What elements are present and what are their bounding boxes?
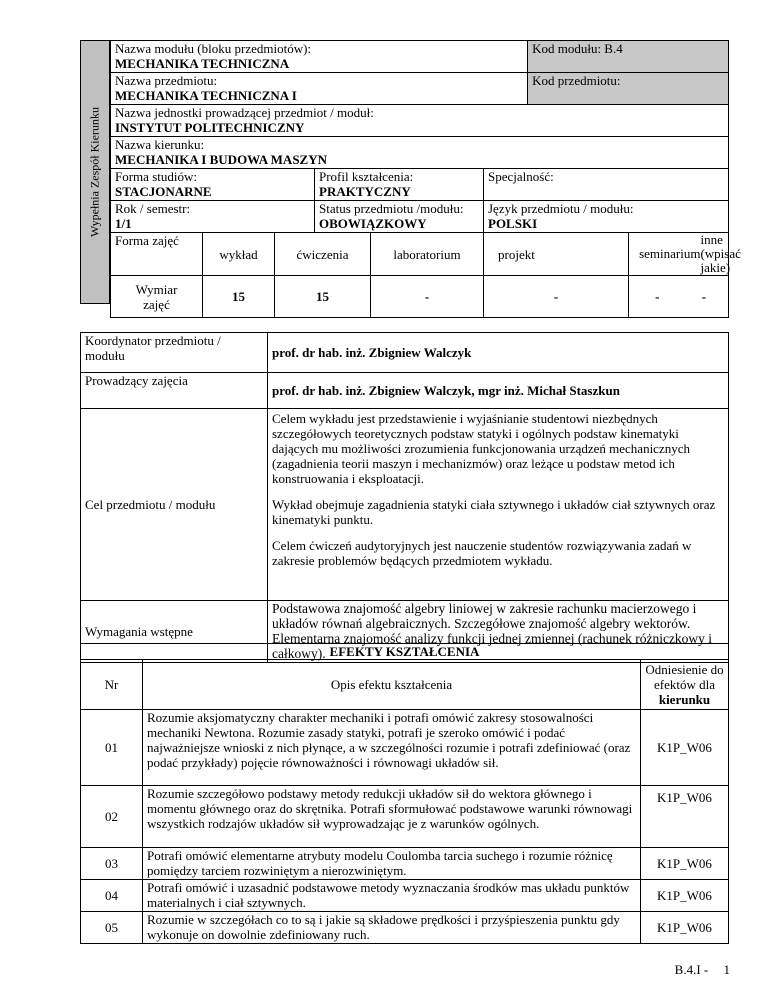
subject-code-cell: [528, 73, 729, 105]
effects-col-ref-text: Odniesienie do efektów dla: [645, 662, 724, 692]
effect-ref: K1P_W06: [641, 880, 729, 912]
effect-desc: Rozumie szczegółowo podstawy metody redukcji układów sił do wektora głównego i momentu głównego oraz do skrętnika. Potrafi sformułować podstawowe warunki równowagi wszystkich rodzajów układów sił wyprowadzając je z warunków ogólnych.: [143, 786, 641, 848]
module-name-label: Nazwa modułu (bloku przedmiotów):: [115, 41, 312, 56]
module-name-cell: [111, 41, 528, 73]
effects-row: [81, 786, 729, 848]
effect-nr: 05: [81, 912, 143, 944]
profile: PRAKTYCZNY: [319, 184, 411, 199]
study-form-label: Forma studiów:: [115, 169, 197, 184]
profile-label: Profil kształcenia:: [319, 169, 414, 184]
profile-cell: [315, 169, 484, 201]
sidebar-label-box: [80, 40, 110, 304]
info-table: [80, 332, 729, 663]
effect-ref: K1P_W06: [641, 912, 729, 944]
module-code-cell: [528, 41, 729, 73]
language-cell: [484, 201, 729, 233]
effect-desc: Potrafi omówić elementarne atrybuty modelu Coulomba tarcia suchego i rozumie różnicę pomiędzy tarciem rozwiniętym a nierozwiniętym.: [143, 848, 641, 880]
effects-row: [81, 912, 729, 944]
year: 1/1: [115, 216, 132, 231]
subject-name: MECHANIKA TECHNICZNA I: [115, 88, 297, 103]
coordinator-label: Koordynator przedmiotu / modułu: [81, 333, 268, 373]
effect-nr: 03: [81, 848, 143, 880]
page-footer: [675, 962, 730, 978]
hours-label: Wymiar zajęć: [111, 276, 203, 318]
effects-row: [81, 710, 729, 786]
subject-code-label: Kod przedmiotu:: [532, 73, 621, 88]
status-label: Status przedmiotu /modułu:: [319, 201, 464, 216]
class-type-laboratory: laboratorium: [371, 233, 484, 276]
hours-cluster: [629, 276, 729, 318]
year-label: Rok / semestr:: [115, 201, 191, 216]
hours-laboratory: -: [371, 276, 484, 318]
effects-title: EFEKTY KSZTAŁCENIA: [81, 644, 729, 660]
status-cell: [315, 201, 484, 233]
language-label: Język przedmiotu / modułu:: [488, 201, 634, 216]
effects-col-nr: Nr: [81, 660, 143, 710]
module-name: MECHANIKA TECHNICZNA: [115, 56, 290, 71]
hours-seminar: -: [655, 289, 660, 304]
class-type-seminar: seminarium: [639, 246, 701, 261]
effect-ref: K1P_W06: [641, 786, 729, 848]
effect-ref: K1P_W06: [641, 710, 729, 786]
coordinator: prof. dr hab. inż. Zbigniew Walczyk: [268, 333, 729, 373]
study-form-cell: [111, 169, 315, 201]
class-type-exercises: ćwiczenia: [275, 233, 371, 276]
module-code-label: Kod modułu: B.4: [532, 41, 623, 56]
effects-col-desc: Opis efektu kształcenia: [143, 660, 641, 710]
effects-row: [81, 880, 729, 912]
effects-col-ref: [641, 660, 729, 710]
hours-exercises: 15: [275, 276, 371, 318]
goal-label: Cel przedmiotu / modułu: [81, 409, 268, 601]
sidebar-label: Wypełnia Zespół Kierunku: [87, 107, 102, 237]
specialty-label: Specjalność:: [488, 169, 554, 184]
goal-cell: [268, 409, 729, 601]
footer-code: B.4.I -: [674, 962, 709, 977]
unit-cell: [111, 105, 729, 137]
status: OBOWIĄZKOWY: [319, 216, 427, 231]
page-number: 1: [723, 962, 730, 977]
language: POLSKI: [488, 216, 538, 231]
prereq-label: Wymagania wstępne: [81, 601, 268, 663]
subject-name-label: Nazwa przedmiotu:: [115, 73, 218, 88]
instructors-label: Prowadzący zajęcia: [81, 373, 268, 409]
specialty-cell: [484, 169, 729, 201]
study-form: STACJONARNE: [115, 184, 212, 199]
unit-label: Nazwa jednostki prowadzącej przedmiot / moduł:: [115, 105, 374, 120]
goal-paragraph-3: Celem ćwiczeń audytoryjnych jest nauczenie studentów rozwiązywania zadań w zakresie problemów będących przedmiotem wykładu.: [272, 538, 692, 568]
effect-nr: 01: [81, 710, 143, 786]
year-cell: [111, 201, 315, 233]
effect-desc: Potrafi omówić i uzasadnić podstawowe metody wyznaczania środków mas układu punktów materialnych i ciał sztywnych.: [143, 880, 641, 912]
class-type-cluster: [629, 232, 741, 276]
effects-col-ref-bold: kierunku: [658, 692, 711, 707]
field-cell: [111, 137, 729, 169]
field-label: Nazwa kierunku:: [115, 137, 205, 152]
effects-row: [81, 848, 729, 880]
hours-other: -: [701, 289, 707, 304]
hours-lecture: 15: [203, 276, 275, 318]
instructors: prof. dr hab. inż. Zbigniew Walczyk, mgr inż. Michał Staszkun: [268, 373, 729, 409]
effect-desc: Rozumie aksjomatyczny charakter mechaniki i potrafi omówić zakresy stosowalności mechaniki Newtona. Rozumie zasady statyki, potrafi je szeroko omówić i podać najważniejsze wnioski z nich płynące, a w szczególności rozumie i potrafi zdefiniować (oraz podać przykłady) pojęcie równoważności i równowagi układów sił.: [143, 710, 641, 786]
class-form-label: Forma zajęć: [111, 233, 203, 276]
unit-name: INSTYTUT POLITECHNICZNY: [115, 120, 305, 135]
header-table: [110, 40, 741, 318]
effect-nr: 04: [81, 880, 143, 912]
hours-project: -: [484, 276, 629, 318]
goal-paragraph-2: Wykład obejmuje zagadnienia statyki ciała sztywnego i układów ciał sztywnych oraz kinematyki punktu.: [272, 497, 716, 527]
effect-desc: Rozumie w szczegółach co to są i jakie są składowe prędkości i przyśpieszenia punktu gdy wykonuje on dowolnie zdefiniowany ruch.: [143, 912, 641, 944]
effects-table: [80, 643, 729, 944]
goal-paragraph-1: Celem wykładu jest przedstawienie i wyjaśnianie studentowi niezbędnych szczegółowych teoretycznych podstaw statyki i ogólnych podstaw kinematyki dających mu możliwości zrozumienia funkcjonowania urządzeń mechanicznych (zagadnienia teorii maszyn i mechanizmów) oraz leżące u podstaw metod ich konstruowania i eksploatacji.: [272, 411, 690, 486]
subject-name-cell: [111, 73, 528, 105]
effect-nr: 02: [81, 786, 143, 848]
class-type-lecture: wykład: [203, 233, 275, 276]
class-type-project: projekt: [484, 233, 629, 276]
prereq: Podstawowa znajomość algebry liniowej w zakresie rachunku macierzowego i układów równań algebraicznych. Szczegółowe znajomość algebry wektorów. Elementarna znajomość analizy funkcji jednej zmiennej (rachunek różniczkowy i całkowy).: [268, 601, 729, 663]
field-name: MECHANIKA I BUDOWA MASZYN: [115, 152, 327, 167]
effect-ref: K1P_W06: [641, 848, 729, 880]
class-type-other: inne (wpisać jakie): [700, 232, 741, 275]
